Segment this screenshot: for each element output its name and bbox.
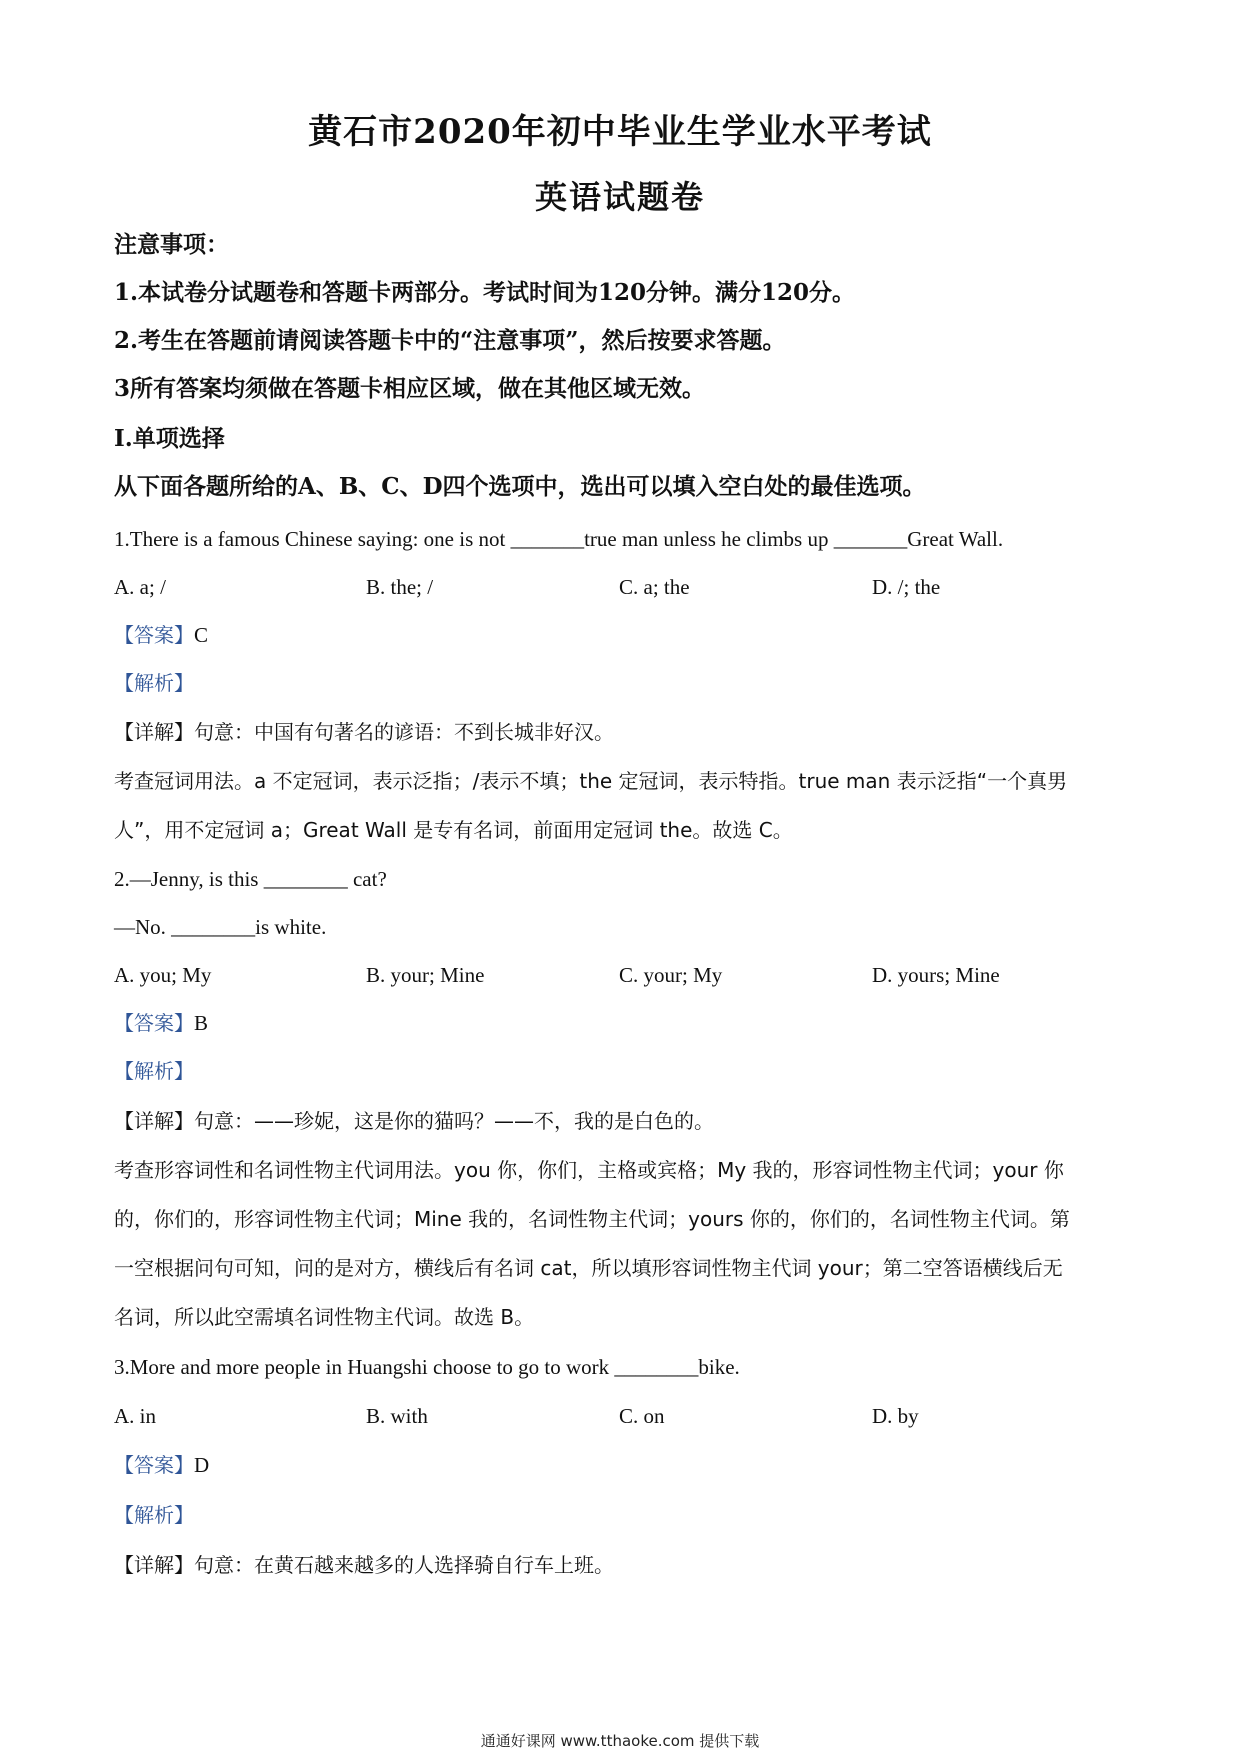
notice-item-3: 3所有答案均须做在答题卡相应区域，做在其他区域无效。 — [114, 375, 706, 402]
notice-item-2: 2.考生在答题前请阅读答题卡中的“注意事项”，然后按要求答题。 — [114, 327, 786, 354]
option-a: A. you; My — [114, 963, 212, 987]
detail-text: 句意：在黄石越来越多的人选择骑自行车上班。 — [194, 1553, 614, 1577]
section-instruction: 从下面各题所给的A、B、C、D四个选项中，选出可以填入空白处的最佳选项。 — [114, 473, 926, 500]
option-b: B. the; / — [366, 575, 434, 599]
option-d: D. by — [872, 1404, 919, 1428]
option-b: B. with — [366, 1404, 428, 1428]
question-1-stem: 1.There is a famous Chinese saying: one is not _______true man unless he climbs up _______Great Wall. — [114, 527, 1004, 551]
question-2-detail-5: 名词，所以此空需填名词性物主代词。故选 B。 — [114, 1305, 535, 1329]
page-subtitle: 英语试题卷 — [534, 178, 705, 216]
question-1-options — [114, 572, 1134, 602]
option-b: B. your; Mine — [366, 963, 485, 987]
detail-text: 句意：中国有句著名的谚语：不到长城非好汉。 — [194, 720, 614, 744]
option-c: C. your; My — [619, 963, 723, 987]
question-3-options — [114, 1401, 1134, 1431]
detail-tag: 【详解】 — [114, 1109, 194, 1133]
question-3-detail-1 — [114, 1550, 1134, 1580]
option-d: D. /; the — [872, 575, 941, 599]
question-3-analysis-tag: 【解析】 — [114, 1503, 194, 1527]
section-heading: I.单项选择 — [114, 425, 225, 452]
page-footer: 通通好课网 www.tthaoke.com 提供下载 — [480, 1732, 760, 1750]
question-2-analysis-tag: 【解析】 — [114, 1059, 194, 1083]
question-2-stem-2: —No. ________is white. — [114, 915, 327, 939]
question-2-detail-3: 的，你们的，形容词性物主代词；Mine 我的，名词性物主代词；yours 你的，你们的，名词性物主代词。第 — [114, 1207, 1070, 1231]
question-2-detail-1 — [114, 1106, 1134, 1136]
option-d: D. yours; Mine — [872, 963, 1000, 987]
option-a: A. in — [114, 1404, 156, 1428]
question-3-answer — [114, 1450, 1134, 1480]
answer-tag: 【答案】 — [114, 1011, 194, 1035]
question-1-detail-2: 考查冠词用法。a 不定冠词，表示泛指；/表示不填；the 定冠词，表示特指。true man 表示泛指“一个真男 — [114, 769, 1068, 793]
question-3-stem: 3.More and more people in Huangshi choose to go to work ________bike. — [114, 1355, 740, 1379]
answer-tag: 【答案】 — [114, 1453, 194, 1477]
question-2-detail-4: 一空根据问句可知，问的是对方，横线后有名词 cat，所以填形容词性物主代词 your；第二空答语横线后无 — [114, 1256, 1063, 1280]
option-c: C. a; the — [619, 575, 690, 599]
answer-tag: 【答案】 — [114, 623, 194, 647]
detail-tag: 【详解】 — [114, 720, 194, 744]
question-1-answer — [114, 620, 1134, 650]
detail-tag: 【详解】 — [114, 1553, 194, 1577]
page-title: 黄石市2020年初中毕业生学业水平考试 — [308, 112, 932, 152]
notice-heading: 注意事项： — [114, 231, 229, 258]
question-2-stem-1: 2.—Jenny, is this ________ cat? — [114, 867, 387, 891]
answer-value: C — [194, 623, 209, 647]
question-1-analysis-tag: 【解析】 — [114, 671, 194, 695]
question-2-options — [114, 960, 1134, 990]
answer-value: B — [194, 1011, 209, 1035]
answer-value: D — [194, 1453, 210, 1477]
option-c: C. on — [619, 1404, 665, 1428]
question-2-detail-2: 考查形容词性和名词性物主代词用法。you 你，你们，主格或宾格；My 我的，形容词性物主代词；your 你 — [114, 1158, 1064, 1182]
question-2-answer — [114, 1008, 1134, 1038]
question-1-detail-3: 人”，用不定冠词 a；Great Wall 是专有名词，前面用定冠词 the。故选 C。 — [114, 818, 793, 842]
notice-item-1: 1.本试卷分试题卷和答题卡两部分。考试时间为120分钟。满分120分。 — [114, 279, 856, 306]
option-a: A. a; / — [114, 575, 166, 599]
question-1-detail-1 — [114, 717, 1134, 747]
detail-text: 句意：——珍妮，这是你的猫吗？——不，我的是白色的。 — [194, 1109, 714, 1133]
